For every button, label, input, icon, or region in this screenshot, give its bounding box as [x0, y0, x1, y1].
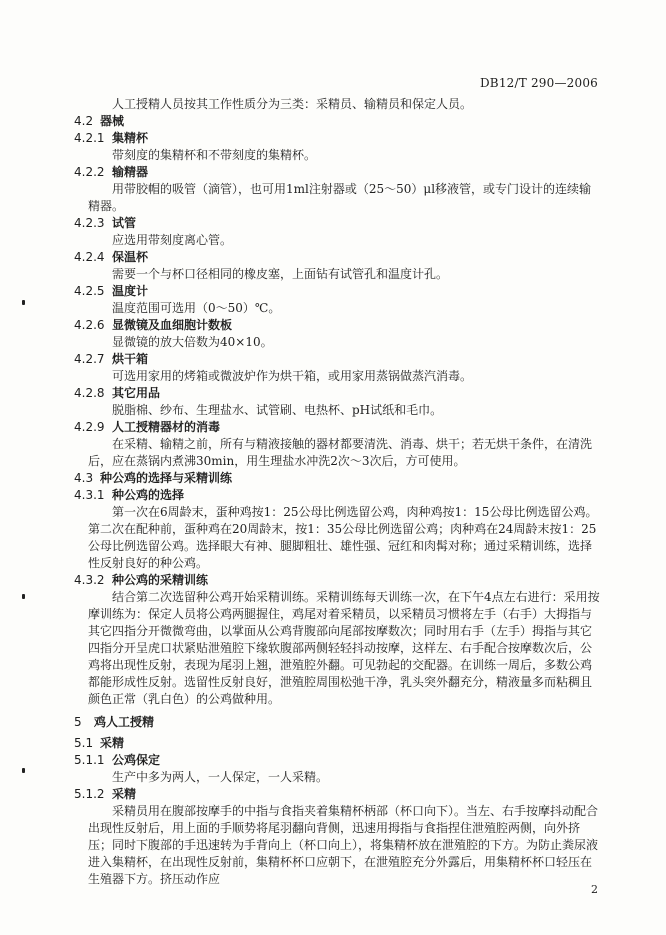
heading-number: 4.2.1 [74, 131, 105, 145]
subsection-heading [74, 351, 602, 368]
heading-number: 4.2.8 [74, 386, 105, 400]
document-body [74, 96, 602, 888]
subsection-heading [74, 215, 602, 232]
body-paragraph: 显微镜的放大倍数为40×10。 [112, 335, 273, 349]
section-heading [74, 470, 602, 487]
chapter-heading [74, 714, 602, 731]
subsection-heading [74, 752, 602, 769]
subsection-heading [74, 130, 602, 147]
heading-number: 4.2.9 [74, 420, 105, 434]
body-paragraph: 在采精、输精之前，所有与精液接触的器材都要清洗、消毒、烘干；若无烘干条件，在清洗后，应在蒸锅内煮沸30min，用生理盐水冲洗2次～3次后，方可使用。 [88, 437, 593, 468]
heading-text: 采精 [100, 736, 125, 750]
heading-number: 4.3.1 [74, 488, 105, 502]
heading-number: 4.2.7 [74, 352, 105, 366]
heading-text: 集精杯 [112, 131, 149, 145]
subsection-heading [74, 786, 602, 803]
heading-number: 4.2 [74, 114, 94, 128]
subsection-heading [74, 317, 602, 334]
body-paragraph: 脱脂棉、纱布、生理盐水、试管刷、电热杯、pH试纸和毛巾。 [112, 403, 443, 417]
subsection-heading [74, 283, 602, 300]
body-paragraph: 可选用家用的烤箱或微波炉作为烘干箱，或用家用蒸锅做蒸汽消毒。 [112, 369, 473, 383]
scan-speck [22, 300, 25, 305]
standard-code-header: DB12/T 290—2006 [479, 76, 598, 90]
heading-text: 公鸡保定 [112, 753, 161, 767]
heading-text: 种公鸡的采精训练 [112, 573, 209, 587]
subsection-heading [74, 419, 602, 436]
heading-number: 5.1.1 [74, 753, 105, 767]
scan-speck [22, 594, 25, 599]
subsection-heading [74, 164, 602, 181]
subsection-heading [74, 249, 602, 266]
body-paragraph: 应选用带刻度离心管。 [112, 233, 233, 247]
heading-number: 4.3 [74, 471, 94, 485]
scan-speck [22, 768, 25, 773]
body-paragraph: 第一次在6周龄末，蛋种鸡按1：25公母比例选留公鸡，肉种鸡按1：15公母比例选留公鸡。第二次在配种前，蛋种鸡在20周龄末，按1：35公母比例选留公鸡；肉种鸡在24周龄末按1：25公母比例选留公鸡。选择眼大有神、腿脚粗壮、雄性强、冠红和肉髯对称；通过采精训练，选择性反射良好的种公鸡。 [88, 505, 598, 570]
body-paragraph: 人工授精人员按其工作性质分为三类：采精员、输精员和保定人员。 [112, 97, 473, 111]
body-paragraph: 结合第二次选留种公鸡开始采精训练。采精训练每天训练一次，在下午4点左右进行：采用按摩训练为：保定人员将公鸡两腿握住，鸡尾对着采精员，以采精员习惯将左手（右手）大拇指与其它四指分开微微弯曲，以掌面从公鸡背腹部向尾部按摩数次；同时用右手（左手）拇指与其它四指分开呈虎口状紧贴泄殖腔下缘软腹部两侧轻轻抖动按摩，这样左、右手配合按摩数次后，公鸡将出现性反射，表现为尾羽上翘，泄殖腔外翻。可见勃起的交配器。在训练一周后，多数公鸡都能形成性反射。选留性反射良好，泄殖腔周围松弛干净，乳头突外翻充分，精液量多而粘稠且颜色正常（乳白色）的公鸡做种用。 [88, 590, 600, 706]
heading-number: 4.2.6 [74, 318, 105, 332]
body-paragraph: 温度范围可选用（0～50）℃。 [112, 301, 281, 315]
heading-text: 鸡人工授精 [94, 715, 155, 729]
subsection-heading [74, 572, 602, 589]
heading-number: 5 [74, 715, 82, 729]
heading-number: 4.3.2 [74, 573, 105, 587]
heading-text: 温度计 [112, 284, 149, 298]
subsection-heading [74, 487, 602, 504]
body-paragraph: 用带胶帽的吸管（滴管），也可用1ml注射器或（25～50）μl移液管，或专门设计的连续输精器。 [88, 182, 592, 213]
heading-number: 4.2.2 [74, 165, 105, 179]
heading-text: 采精 [112, 787, 137, 801]
heading-number: 4.2.5 [74, 284, 105, 298]
heading-number: 4.2.3 [74, 216, 105, 230]
heading-text: 保温杯 [112, 250, 149, 264]
heading-text: 试管 [112, 216, 137, 230]
body-paragraph: 采精员用在腹部按摩手的中指与食指夹着集精杯柄部（杯口向下）。当左、右手按摩抖动配合出现性反射后，用上面的手顺势将尾羽翻向背侧，迅速用拇指与食指捏住泄殖腔两侧，向外挤压；同时下腹部的手迅速转为手背向上（杯口向上），将集精杯放在泄殖腔的下方。为防止粪尿液进入集精杯，在出现性反射前，集精杯杯口应朝下，在泄殖腔充分外露后，用集精杯杯口轻压在生殖器下方。挤压动作应 [88, 804, 599, 886]
heading-text: 显微镜及血细胞计数板 [112, 318, 233, 332]
heading-number: 5.1 [74, 736, 94, 750]
heading-number: 4.2.4 [74, 250, 105, 264]
page-number: 2 [591, 883, 598, 896]
section-heading [74, 113, 602, 130]
section-heading [74, 735, 602, 752]
heading-text: 人工授精器材的消毒 [112, 420, 221, 434]
heading-text: 烘干箱 [112, 352, 149, 366]
body-paragraph: 带刻度的集精杯和不带刻度的集精杯。 [112, 148, 317, 162]
body-paragraph: 生产中多为两人，一人保定，一人采精。 [112, 770, 329, 784]
heading-text: 种公鸡的选择 [112, 488, 185, 502]
body-paragraph: 需要一个与杯口径相同的橡皮塞，上面钻有试管孔和温度计孔。 [112, 267, 449, 281]
heading-text: 其它用品 [112, 386, 161, 400]
heading-text: 输精器 [112, 165, 149, 179]
heading-text: 器械 [100, 114, 125, 128]
subsection-heading [74, 385, 602, 402]
heading-text: 种公鸡的选择与采精训练 [100, 471, 233, 485]
heading-number: 5.1.2 [74, 787, 105, 801]
